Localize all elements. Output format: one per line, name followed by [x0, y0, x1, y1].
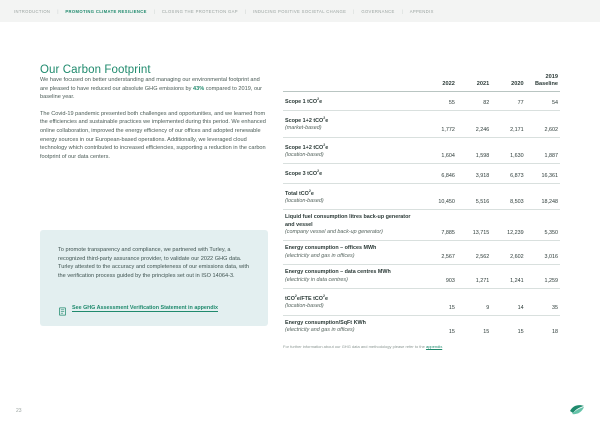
row-label-scope12-market [283, 111, 423, 138]
row-label-note: (electricity in data centres) [285, 276, 348, 283]
cell-2019: 1,259 [544, 278, 558, 285]
nav-separator: | [244, 8, 247, 14]
page-title: Our Carbon Footprint [40, 63, 151, 76]
row-label-scope12-location [283, 137, 423, 164]
row-label-note: (electricity and gas in offices) [285, 252, 355, 259]
row-label-note: (electricity and gas in offices) [285, 327, 355, 334]
row-label-scope1 [283, 92, 423, 111]
row-label-main: Scope 1+2 tCO$^2$e [285, 142, 329, 151]
cell-2021: 13,715 [472, 230, 490, 237]
cell-2021: 15 [483, 328, 490, 335]
cell-2019: 16,361 [541, 172, 558, 179]
cell-2020: 2,171 [510, 126, 524, 133]
page-content [0, 22, 600, 424]
cell-2022: 2,567 [441, 254, 455, 261]
row-label-main: Liquid fuel consumption litres back-up generator and vessel [285, 214, 411, 228]
cell-2019: 35 [552, 304, 558, 311]
cell-2019: 5,350 [544, 230, 558, 237]
row-label-note: (location-based) [285, 303, 324, 310]
cell-2021: 82 [483, 100, 490, 107]
cell-2019: 54 [552, 100, 558, 107]
highlight-percent: 43% [192, 85, 205, 92]
table-row [283, 289, 560, 316]
cell-2020: 6,873 [510, 172, 524, 179]
cell-2019: 1,887 [544, 153, 558, 160]
row-label-note: (location-based) [285, 152, 324, 159]
cell-2022: 1,604 [441, 153, 455, 160]
cell-2019: 3,016 [544, 254, 558, 261]
ghg-data-table-wrapper [283, 70, 560, 339]
cell-2020: 2,602 [510, 254, 524, 261]
cell-2020: 1,241 [510, 278, 524, 285]
paragraph-intro-b: compared to 2019, our baseline year. [40, 85, 263, 101]
assurance-callout [40, 230, 268, 326]
callout-link-row[interactable] [58, 303, 218, 312]
row-label-total [283, 183, 423, 210]
row-label-note: (company vessel and back-up generator) [285, 229, 383, 236]
footnote-text: For further information about our GHG data and methodology please refer to the [283, 344, 426, 349]
cell-2022: 1,772 [441, 126, 455, 133]
table-row [283, 183, 560, 210]
cell-2021: 2,246 [475, 126, 490, 133]
cell-2022: 55 [448, 100, 455, 107]
col-header-2019-baseline [526, 70, 560, 92]
table-row [283, 111, 560, 138]
cell-2021: 2,562 [475, 254, 490, 261]
cell-2021: 5,516 [475, 199, 490, 206]
callout-text: To promote transparency and compliance, we partnered with Turley, a recognized third-party assurance provider, to validate our 2022 GHG data. Turley attested to the accuracy and completeness of our emissions data, with the verification process guided by the principles set out in ISO 14064-3. [58, 247, 250, 280]
row-label-liquid-fuel [283, 210, 423, 241]
cell-2020: 14 [517, 304, 524, 311]
top-navigation [0, 0, 600, 22]
cell-2022: 7,885 [441, 230, 455, 237]
ghg-data-table [283, 70, 560, 339]
footnote-tail: . [442, 344, 444, 349]
cell-2019: 18 [552, 328, 558, 335]
cell-2022: 15 [448, 304, 455, 311]
row-label-main: Energy consumption – data centres MWh [285, 269, 391, 276]
cell-2022: 15 [448, 328, 455, 335]
table-row [283, 315, 560, 338]
col-header-2019-line1: 2019 [545, 74, 558, 80]
col-header-2021: 2021 [476, 81, 490, 87]
row-label-main: Scope 3 tCO$^2$e [285, 169, 323, 178]
document-icon [58, 303, 67, 312]
row-label-note: (market-based) [285, 125, 322, 132]
nav-item-appendix[interactable]: APPENDIX [409, 8, 434, 14]
row-label-tco2e-per-fte [283, 289, 423, 316]
nav-item-introduction[interactable]: INTRODUCTION [14, 8, 51, 14]
cell-2021: 3,918 [475, 172, 490, 179]
table-footnote [283, 344, 560, 350]
nav-separator: | [153, 8, 155, 14]
row-label-energy-offices [283, 241, 423, 265]
nav-separator: | [401, 8, 403, 14]
paragraph-covid: The Covid-19 pandemic presented both challenges and opportunities, and we learned from the efficiencies and sustainable practices we implemented during this period. We enhanced online collaboration, improved the energy efficiency of our offices and adopted renewable energy sources in our European-based operations. Additionally, we leveraged cloud technology which contributed to increased efficiencies, supporting a reduction in the carbon footprint of our data centers. [40, 110, 266, 160]
col-header-2020: 2020 [511, 81, 524, 87]
cell-2022: 10,450 [438, 199, 455, 206]
col-header-2019-line2: Baseline [534, 81, 558, 87]
table-row [283, 92, 560, 111]
row-label-main: Scope 1+2 tCO$^2$e [285, 116, 329, 124]
row-label-main: tCO$^2$e/FTE tCO$^2$e [285, 294, 328, 302]
nav-item-governance[interactable]: GOVERNANCE [361, 8, 395, 14]
table-body [283, 92, 560, 339]
cell-2022: 6,846 [441, 172, 455, 179]
row-label-main: Energy consumption – offices MWh [285, 245, 377, 252]
table-header-row [283, 70, 560, 92]
row-label-scope3 [283, 164, 423, 183]
nav-item-promoting-climate-resilience[interactable]: PROMOTING CLIMATE RESILIENCE [65, 8, 147, 14]
nav-separator: | [57, 8, 59, 14]
cell-2020: 1,630 [510, 153, 524, 160]
row-label-energy-per-sqft [283, 315, 423, 338]
page-number: 23 [16, 408, 22, 414]
row-label-main: Total tCO$^2$e [285, 188, 314, 197]
cell-2020: 8,503 [510, 199, 524, 206]
paragraph-intro [40, 76, 268, 102]
cell-2021: 9 [486, 304, 490, 311]
paragraph-intro-a: We have focused on better understanding and managing our environmental footprint and are pleased to have reduced our absolute GHG emissions by [40, 77, 260, 92]
row-label-main: Energy consumption/SqFt KWh [285, 319, 366, 326]
nav-separator: | [353, 8, 355, 14]
table-row [283, 241, 560, 265]
nav-item-inducing-positive-societal-change[interactable]: INDUCING POSITIVE SOCIETAL CHANGE [253, 8, 347, 14]
cell-2021: 1,271 [475, 278, 490, 285]
cell-2019: 2,602 [544, 126, 558, 133]
nav-item-closing-the-protection-gap[interactable]: CLOSING THE PROTECTION GAP [161, 8, 238, 14]
cell-2020: 12,239 [507, 230, 524, 237]
cell-2021: 1,598 [475, 153, 490, 160]
cell-2022: 903 [445, 278, 455, 285]
table-row [283, 164, 560, 183]
verification-statement-link[interactable]: See GHG Assessment Verification Statement in appendix [72, 304, 218, 311]
cell-2020: 77 [517, 100, 524, 107]
col-header-2022: 2022 [442, 81, 455, 87]
footnote-appendix-link[interactable]: appendix [425, 344, 443, 349]
cell-2019: 18,248 [541, 199, 558, 206]
company-logo [568, 402, 586, 416]
cell-2020: 15 [517, 328, 524, 335]
row-label-main: Scope 1 tCO$^2$e [285, 97, 323, 105]
table-row [283, 265, 560, 289]
table-header [283, 70, 560, 92]
row-label-energy-data-centres [283, 265, 423, 289]
intro-text-column [40, 76, 268, 169]
table-row [283, 210, 560, 241]
row-label-note: (location-based) [285, 197, 324, 204]
col-header-metric [283, 70, 423, 92]
table-row [283, 137, 560, 164]
